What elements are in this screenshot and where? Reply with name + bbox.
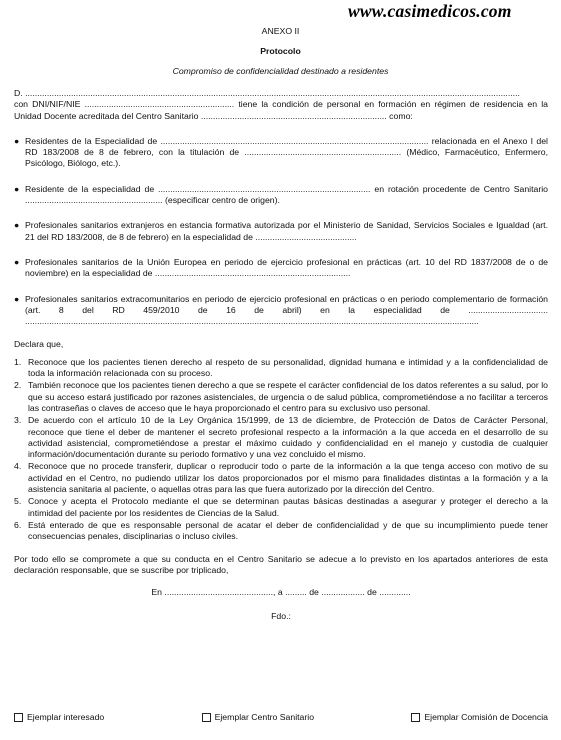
checkbox-ejemplar-interesado[interactable] (14, 712, 104, 723)
checkbox-label: Ejemplar Centro Sanitario (214, 712, 315, 722)
bullet-text: Profesionales sanitarios extranjeros en estancia formativa autorizada por el Ministerio de Sanidad, Servicios Sociales e Igualdad (art. 21 del RD 183/2008, de 8 de febrero) en la especialidad de .......................................... (25, 220, 548, 242)
name-field-line: D. ............................................................................................................................................................................................................. (14, 88, 520, 98)
bullet-icon: ● (14, 220, 20, 231)
checkbox-icon[interactable] (14, 713, 23, 722)
declaration-item: 3. De acuerdo con el artículo 10 de la Ley Orgánica 15/1999, de 13 de diciembre, de Protección de Datos de Carácter Personal, reconoce que tiene el deber de mantener el secreto profesional respecto a la información a la que acceda en el desarrollo de su actividad asistencial, comprometiéndose a prestar el máximo cuidado y confidencialidad en el manejo y custodia de cualquier información/documentación durante su periodo formativo y una vez concluido el mismo. (14, 415, 548, 460)
checkbox-icon[interactable] (411, 713, 420, 722)
list-item (14, 136, 548, 170)
declaration-item: 4. Reconoce que no procede transferir, duplicar o reproducir todo o parte de la información a la que tenga acceso con motivo de su actividad en el Centro, no pudiendo utilizar los datos proporcionados por el mismo para finalidades distintas a la formación y a la asistencia sanitaria al paciente, o aquellas otras para las que fuera autorizado por la dirección del Centro. (14, 461, 548, 495)
declara-heading: Declara que, (14, 339, 64, 350)
document-subtitle: Compromiso de confidencialidad destinado a residentes (172, 66, 389, 76)
declaration-item: 2. También reconoce que los pacientes tienen derecho a que se respete el carácter confidencial de los datos referentes a su salud, por lo que su acceso estará justificado por razones asistenciales, de urgencia o de salud pública, comprometiéndose a no facilitar a terceros las contraseñas o claves de acceso que le haya proporcionado el centro para su exclusivo uso personal. (14, 380, 548, 413)
watermark: www.casimedicos.com (348, 1, 512, 21)
list-item (14, 294, 548, 328)
closing-paragraph: Por todo ello se compromete a que su conducta en el Centro Sanitario se adecue a lo previsto en los apartados anteriores de esta declaración responsable, que se suscribe por triplicado, (14, 553, 548, 575)
checkbox-ejemplar-comision[interactable] (411, 712, 548, 723)
list-item (14, 220, 548, 243)
checkbox-label: Ejemplar interesado (27, 712, 105, 722)
dni-field-line: con DNI/NIF/NIE .............................................................. tiene la condición de personal en formación en régimen de residencia en la Unidad Docente acreditada del Centro Sanitario ............................................................................. como: (14, 99, 548, 121)
list-item (14, 257, 548, 280)
bullet-icon: ● (14, 135, 20, 146)
checkbox-label: Ejemplar Comisión de Docencia (424, 712, 548, 722)
list-item (14, 184, 548, 207)
bullet-text: Residentes de la Especialidad de ............................................................................................................... relacionada en el Anexo I del RD 183/2008 de 8 de febrero, con la titulación de ................................................................. (Médico, Farmacéutico, Enfermero, Psicólogo, Biólogo, etc.). (25, 135, 548, 169)
checkbox-icon[interactable] (202, 713, 211, 722)
bullet-text: Residente de la especialidad de ........................................................................................ en rotación procedente de Centro Sanitario ......................................................... (especificar centro de origen). (25, 183, 548, 206)
bullet-text: Profesionales sanitarios de la Unión Europea en periodo de ejercicio profesional en prácticas (art. 10 del RD 1837/2008 de o de noviembre) en la especialidad de ................................................................................. (25, 256, 548, 279)
declaration-item: 5. Conoce y acepta el Protocolo mediante el que se determinan pautas básicas destinadas a asegurar y proteger el derecho a la intimidad del paciente por los residentes de Ciencias de la Salud. (14, 496, 548, 518)
copy-checkboxes (14, 712, 548, 723)
declaration-item: 1. Reconoce que los pacientes tienen derecho al respeto de su personalidad, dignidad humana e intimidad y a la confidencialidad de toda la información relacionada con su proceso. (14, 356, 548, 379)
bullet-icon: ● (14, 256, 20, 267)
declaration-list (14, 357, 548, 543)
bullet-icon: ● (14, 183, 20, 194)
signature-label: Fdo.: (271, 611, 291, 622)
declaration-item: 6. Está enterado de que es responsable personal de acatar el deber de confidencialidad y de que su incumplimiento puede tener consecuencias penales, disciplinarias o incluso civiles. (14, 519, 548, 542)
place-date-line: En ............................................., a ......... de .................. de ............. (151, 587, 411, 598)
document-title: Protocolo (260, 46, 301, 56)
annex-label: ANEXO II (261, 26, 300, 36)
checkbox-ejemplar-centro[interactable] (202, 712, 314, 723)
bullet-text: Profesionales sanitarios extracomunitarios en periodo de ejercicio profesional en prácticas o en periodo complementario de formación (art. 8 del RD 459/2010 de 16 de abril) en la especialidad de ................................. ............................................................................................................................................................................................ (25, 293, 548, 327)
document-body (14, 88, 548, 623)
bullet-icon: ● (14, 293, 20, 304)
